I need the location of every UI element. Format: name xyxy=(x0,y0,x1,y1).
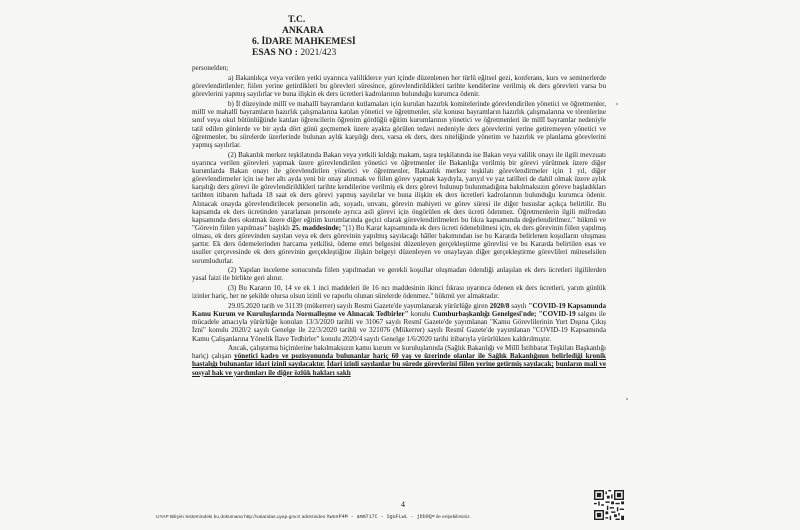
circular-text-4: salgını ile mücadele amacıyla yürürlüğe konulan 13/3/2020 tarihli ve 31067 sayılı Resmî Gazete'de yayımlanan "Kamu Görevlilerinin Yurt Dışına Çıkış İzni" konulu 2020/2 sayılı Genelge ile 22/3/2020 tarihli ve 321076 (Mükerrer) sayılı Resmî Gazete'de yayımlanan "COVID-19 Kapsamında Kamu Çalışanlarına Yönelik İlave Tedbirler" konulu 2020/4 sayılı Genelge 1/6/2020 tarihi itibarıyla yürürlükten kaldırılmıştır. xyxy=(192,310,606,343)
circular-text-2: sayılı xyxy=(509,301,529,310)
header-court-name: 6. İDARE MAHKEMESİ xyxy=(252,37,356,47)
court-header xyxy=(232,15,432,59)
circular-bold-2: "COVID-19 Kapsamında Kamu Kurum ve Kuruluşlarında Normalleşme ve Alınacak Tedbirler" xyxy=(192,301,606,319)
header-tc: T.C. xyxy=(288,15,306,25)
case-number-value: 2021/423 xyxy=(300,48,337,58)
however-bold-2: İdari izinli sayılanlar bu sürede görevlerini fiilen yerine getirmiş sayılacak; xyxy=(326,360,554,369)
paragraph-2-text: (2) Bakanlık merkez teşkilatında Bakan veya yetkili kıldığı makam, taşra teşkilatında ise Bakan veya valilik onayı ile ilgili mevzuatı uyarınca verilen görevleri yapmak üzere görevlendirilen yönetici ve öğretmenler ile Bakanlığa verilmiş bir görevi yürütmek üzere diğer kurumlarda Bakan onayı ile görevlendirilen yönetici ve öğretmenler, Bakanlık merkez teşkilatı görevlendirmeler için 1 yıl, diğer görevlendirmeler için ise her altı ayda yeni bir onay alınmak ve fiilen görev yapmak kaydıyla, yarıyıl ve yaz tatilleri de dahil olmak üzere aylık karşılığı ders görevi ile görevlendirildikleri tarihte kendilerine verilmiş ek ders görevi bulunup bulunmadığına bakılmaksızın göreve başladıkları tarihten itibaren haftada 18 saat ek ders görevi yapmış sayılırlar ve buna ilişkin ek ders ücretleri kadrolarının bulunduğu kurumca ödenir. Alınacak onayda görevlendirilecek personelin adı, soyadı, unvanı, görevin mahiyeti ve görev süresi ile diğer hususlar açıkça belirtilir. Bu kapsamda ek ders ücretinden yararlanan personele ayrıca asli görevi için öngörülen ek ders ücreti ödenmez. Öğretmenlerin ilgili müfredatı kapsamında ders okutmak üzere diğer eğitim kurumlarında geçici olarak görevlendirilmeleri bu fıkra kapsamında değerlendirilmez." hükmü ve "Görevin fiilen yapılması" başlıklı xyxy=(192,150,606,232)
paragraph-intro: personelden; xyxy=(192,64,229,72)
document-body xyxy=(192,64,606,377)
circular-bold-4: "COVID-19 xyxy=(536,310,576,319)
footer-code: XwuxP4M - amm717C - SguFLwL - jbb9Q= xyxy=(326,514,435,520)
qr-code-icon xyxy=(594,490,624,520)
however-text: Ancak, çalıştırma biçimlerine bakılmaksızın kamu kurum ve kuruluşlarında (Sağlık Bakanlığı ve Millî İstihbarat Teşkilatı Başkanlığı hariç) çalışan xyxy=(192,344,606,361)
however-bold-3: bunların mali ve sosyal hak ve yardımları ile diğer özlük hakları saklı xyxy=(192,360,606,377)
paragraph-2 xyxy=(192,151,606,265)
footer-verification xyxy=(156,514,471,520)
circular-text-3: konulu xyxy=(408,310,433,319)
paragraph-however xyxy=(192,344,606,377)
paragraph-2-bold: 25. maddesinde; xyxy=(291,223,342,232)
however-bold-1: yönetici kadro ve pozisyonunda bulunanlar hariç 60 yaş ve üzerinde olanlar ile Sağlık Bakanlığının belirlediği kronik hastalığı bulunanlar idari izinli sayılacaktır. xyxy=(192,352,606,369)
header-case-number xyxy=(232,48,432,59)
paragraph-2-text-cont: "(1) Bu Karar kapsamında ek ders ücreti ödenebilmesi için, ek ders görevinin fiilen yapılmış olması, ek ders görevinden sayılan veya ek ders görevinin yapılmış sayılacağı hâller bakımından ise bu Kararda belirlenen koşulların oluşması şarttır. Ek ders ödemelerinden harcama yetkilisi, ödeme emri belgesini düzenleyen gerçekleştirme görevlisi ve bu Kararda belirtilen esas ve usuller çerçevesinde ek ders görevinin gerçekleştiğine ilişkin belgeyi düzenleyen ve onaylayan diğer gerçekleştirme görevlileri müteselsilen sorumludurlar. xyxy=(192,223,606,265)
paragraph-3: (3) Bu Kararın 10, 14 ve ek 1 inci maddeleri ile 16 ncı maddesinin ikinci fıkrası uyarınca ödenen ek ders ücretleri, yarım günlük izinler hariç, her ne şekilde olursa olsun izinli ve raporlu olunan sürelerde ödenmez." hükmü yer almaktadır. xyxy=(192,284,606,301)
footer-text: UYAP Bilişim Sistemindeki bu dokümana http://vatandas.uyap.gov.tr adresinden xyxy=(156,515,326,520)
paragraph-b: b) İl düzeyinde millî ve mahallî bayramların kutlamaları için kurulan hazırlık komitelerinde görevlendirilen yönetici ve öğretmenler, millî ve mahallî bayramların hazırlık çalışmalarına katılan yönetici ve öğretmenler, söz konusu bayramların hazırlık çalışmalarına ve törenlerine sınıf veya okul bütünlüğünde katılan öğrencilerin öğrenim gördüğü eğitim kurumlarının yönetici ve öğretmenleri ile millî bayramlar nedeniyle tatil edilen günlerde ve bir ayda dört günü geçmemek üzere ayakta görülen tedavi nedeniyle ders görevlerini yerine getiremeyen yönetici ve öğretmenler, bu sürelerde üzerlerinde bulunan aylık karşılığı ders, varsa ek ders, ders niteliğinde yönetim ve hazırlık ve planlama görevlerini yapmış sayılırlar. xyxy=(192,100,606,149)
footer-suffix: ile erişebilirsiniz. xyxy=(436,515,471,520)
paragraph-circular xyxy=(192,302,606,343)
circular-text-1: 29.05.2020 tarih ve 31139 (mükerrer) sayılı Resmi Gazete'de yayımlanarak yürürlüğe giren xyxy=(228,301,490,310)
circular-bold-3: Cumhurbaşkanlığı Genelgesi'nde; xyxy=(432,310,537,319)
case-number-label: ESAS NO : xyxy=(252,48,298,58)
page-number: 4 xyxy=(401,500,405,509)
scan-speck xyxy=(626,398,628,400)
circular-bold-1: 2020/8 xyxy=(489,301,510,310)
paragraph-2-inspection: (2) Yapılan inceleme sonucunda fiilen yapılmadan ve gerekli koşullar oluşmadan ödendiği anlaşılan ek ders ücretleri ilgililerden yasal faizi ile birlikte geri alınır. xyxy=(192,266,606,283)
scan-speck xyxy=(616,103,618,105)
header-city: ANKARA xyxy=(282,26,324,36)
paragraph-a: a) Bakanlıkça veya verilen yetki uyarınca valiliklerce yurt içinde düzenlenen her türlü eğitsel gezi, konferans, kurs ve seminerlerde görevlendirilenler; fiilen yerine getirdikleri bu görevleri süresince, görevlendirildikleri tarihte kendilerine verilmiş ek ders görevleri varsa bu görevlerini yapmış sayılırlar ve buna ilişkin ek ders ücretleri kadrolarının bulunduğu kurumca ödenir. xyxy=(192,74,606,99)
